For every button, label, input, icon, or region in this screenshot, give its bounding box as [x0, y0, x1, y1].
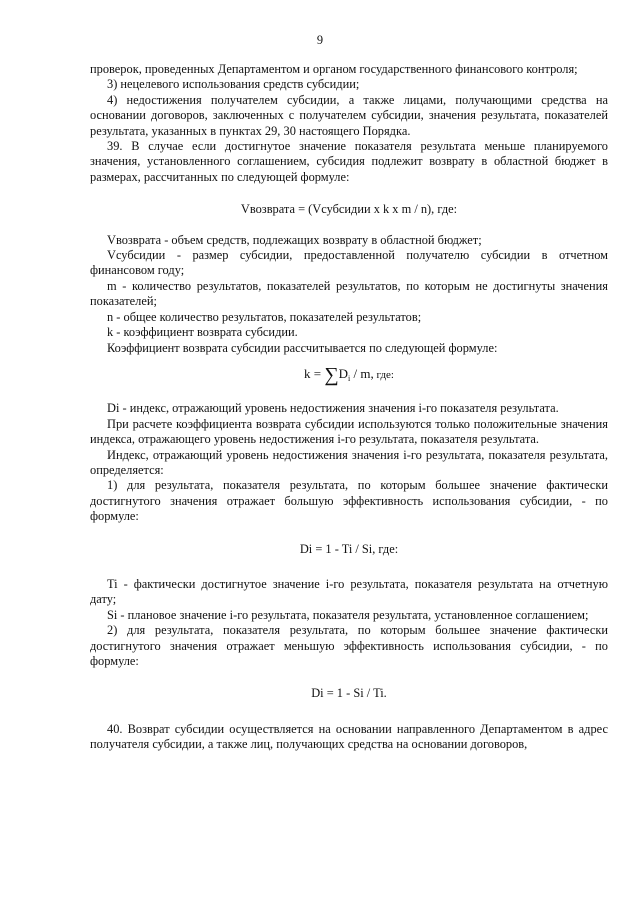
formula-k-sub: i	[348, 373, 351, 383]
paragraph-case-2: 2) для результата, показателя результата, по которым большее значение фактически достигнутого значения отражает меньшую эффективность использования субсидии, - по формуле:	[90, 623, 608, 668]
definition-k: k - коэффициент возврата субсидии.	[107, 325, 298, 340]
paragraph-39: 39. В случае если достигнутое значение показателя результата меньше планируемого значения, установленного соглашением, субсидия подлежит возврату в областной бюджет в размерах, рассчитанных по следующей формуле:	[90, 139, 608, 184]
formula-k-tail: где:	[373, 368, 394, 381]
formula-k	[90, 363, 608, 386]
formula-k-left: k =	[304, 365, 325, 381]
paragraph-index-defined: Индекс, отражающий уровень недостижения значения i-го результата, показателя результата, определяется:	[90, 447, 608, 477]
sum-symbol: ∑	[324, 363, 339, 386]
definition-m: m - количество результатов, показателей результатов, по которым не достигнуты значения показателей;	[90, 278, 608, 309]
paragraph-positive-values: При расчете коэффициента возврата субсидии используются только положительные значения индекса, отражающего уровень недостижения i-го результата, показателя результата.	[90, 416, 608, 447]
document-body	[90, 62, 608, 753]
definition-si: Si - плановое значение i-го результата, показателя результата, установленное соглашением;	[107, 607, 589, 622]
definition-v-return: Vвозврата - объем средств, подлежащих возврату в областной бюджет;	[107, 232, 482, 247]
paragraph-case-1: 1) для результата, показателя результата, по которым большее значение фактически достигнутого значения отражает большую эффективность использования субсидии, - по формуле:	[90, 478, 608, 524]
definition-ti: Ti - фактически достигнутое значение i-го результата, показателя результата на отчетную дату;	[90, 576, 608, 607]
paragraph-k-intro: Коэффициент возврата субсидии рассчитывается по следующей формуле:	[107, 340, 498, 355]
paragraph-3: 4) недостижения получателем субсидии, а также лицами, получающими средства на основании договоров, заключенных с получателем субсидии, значения результата, показателей результата, указанных в пунктах 29, 30 настоящего Порядка.	[90, 92, 608, 138]
formula-di-1: Di = 1 - Ti / Si, где:	[299, 541, 399, 556]
paragraph-2: 3) нецелевого использования средств субсидии;	[107, 77, 360, 92]
page-number: 9	[316, 33, 324, 47]
formula-k-var: D	[338, 365, 349, 381]
paragraph-1: проверок, проведенных Департаментом и органом государственного финансового контроля;	[90, 62, 578, 76]
definition-v-subsidy: Vсубсидии - размер субсидии, предоставленной получателю субсидии в отчетном финансовом году;	[90, 248, 608, 278]
formula-return-volume: Vвозврата = (Vсубсидии x k x m / n), где:	[240, 202, 458, 217]
paragraph-40: 40. Возврат субсидии осуществляется на основании направленного Департаментом в адрес получателя субсидии, а также лиц, получающих средства на основании договоров,	[90, 721, 608, 752]
formula-di-2: Di = 1 - Si / Ti.	[311, 686, 387, 701]
definition-di: Di - индекс, отражающий уровень недостижения значения i-го показателя результата.	[107, 401, 559, 416]
formula-k-right: / m,	[350, 365, 374, 381]
definition-n: n - общее количество результатов, показателей результатов;	[107, 309, 422, 324]
